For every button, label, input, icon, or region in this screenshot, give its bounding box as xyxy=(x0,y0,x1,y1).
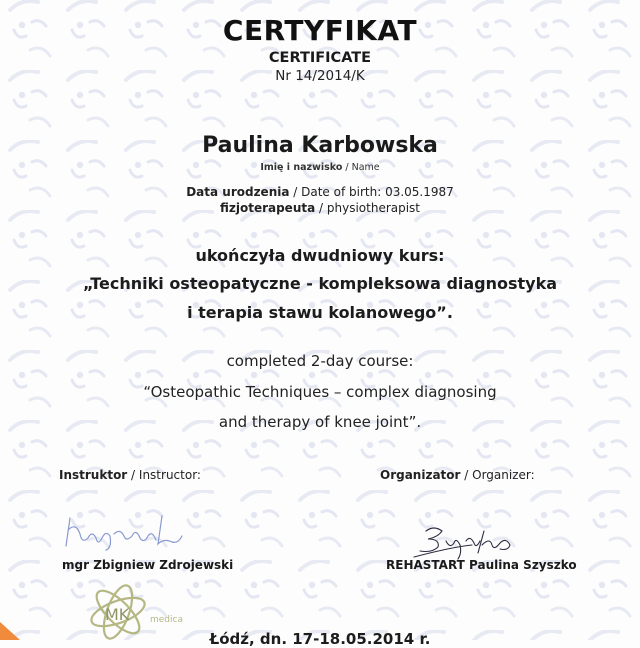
profession xyxy=(0,201,640,215)
profession-en: / physiotherapist xyxy=(315,201,421,215)
dob-value: 03.05.1987 xyxy=(385,185,454,199)
dob-label-en: / Date of birth: xyxy=(289,185,386,199)
course-title-en-line1: “Osteopathic Techniques – complex diagnosing xyxy=(143,383,497,401)
certificate-subtitle: CERTIFICATE xyxy=(268,50,372,66)
course-title-en-line2: and therapy of knee joint”. xyxy=(218,413,422,431)
instructor-name: mgr Zbigniew Zdrojewski xyxy=(62,558,234,572)
organizer-name: REHASTART Paulina Szyszko xyxy=(386,558,577,572)
course-intro-pl: ukończyła dwudniowy kurs: xyxy=(195,246,445,265)
organizer-signature xyxy=(412,523,522,563)
instructor-signature xyxy=(62,508,192,553)
name-label-en: / Name xyxy=(342,162,380,173)
instructor-label-pl: Instruktor xyxy=(59,468,128,482)
place-and-date: Łódź, dn. 17-18.05.2014 r. xyxy=(209,630,431,648)
course-intro-en: completed 2-day course: xyxy=(226,352,414,370)
name-label-pl: Imię i nazwisko xyxy=(260,162,343,173)
organizer-label-en: / Organizer: xyxy=(460,468,535,482)
certificate-number: Nr 14/2014/K xyxy=(275,68,365,84)
recipient-name: Paulina Karbowska xyxy=(202,133,438,158)
organizer-label xyxy=(380,468,535,482)
certificate-title: CERTYFIKAT xyxy=(222,14,418,47)
date-of-birth xyxy=(0,185,640,199)
logo-word: medica xyxy=(150,615,183,625)
dob-label-pl: Data urodzenia xyxy=(186,185,290,199)
course-title-pl-line1: „Techniki osteopatyczne - kompleksowa diagnostyka xyxy=(82,274,558,293)
instructor-label-en: / Instructor: xyxy=(127,468,201,482)
instructor-label xyxy=(59,468,201,482)
name-label xyxy=(0,162,640,173)
course-title-pl-line2: i terapia stawu kolanowego”. xyxy=(187,303,453,322)
logo-initials: MK xyxy=(105,605,130,624)
organizer-label-pl: Organizator xyxy=(380,468,461,482)
profession-pl: fizjoterapeuta xyxy=(219,201,316,215)
